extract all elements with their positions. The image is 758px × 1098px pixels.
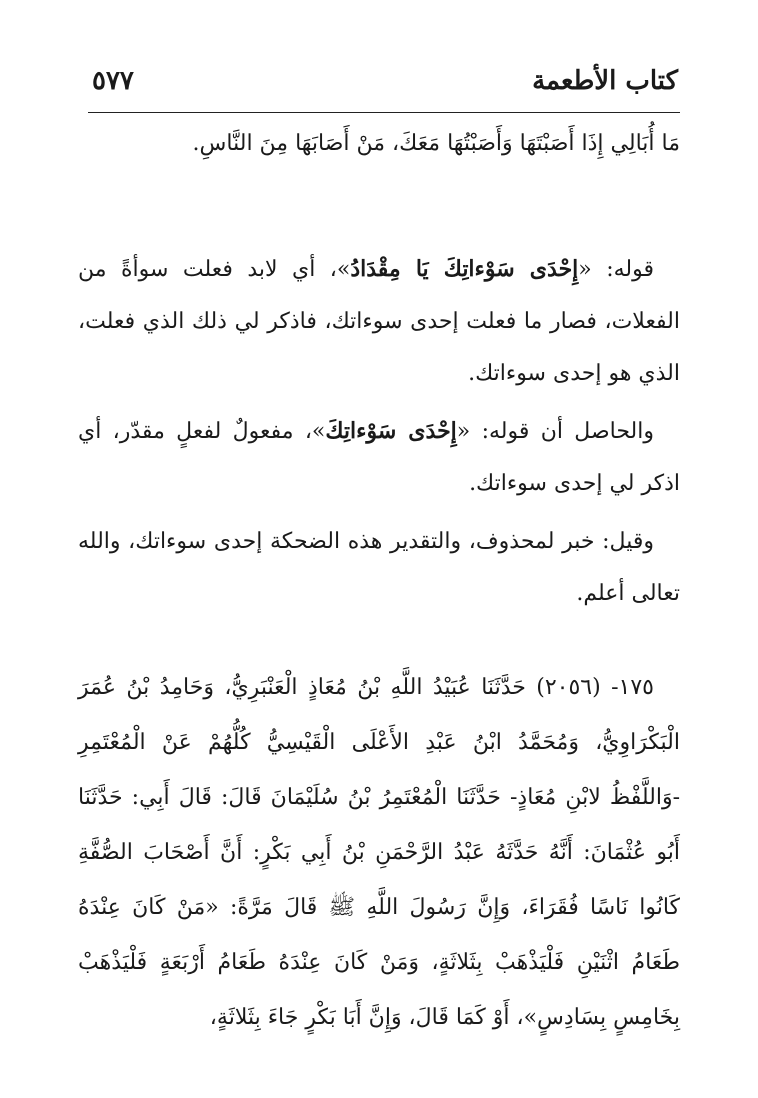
paragraph-4: وقيل: خبر لمحذوف، والتقدير هذه الضحكة إحدى سوءاتك، والله تعالى أعلم. <box>78 529 680 606</box>
paragraph-3-quote: إِحْدَى سَوْءاتِكَ <box>325 418 457 444</box>
page-header <box>92 62 678 112</box>
paragraph-3 <box>78 405 680 510</box>
hadith-paragraph: ١٧٥- (٢٠٥٦) حَدَّثَنَا عُبَيْدُ اللَّهِ بْنُ مُعَاذٍ الْعَنْبَرِيُّ، وَحَامِدُ بْنُ عُمَرَ الْبَكْرَاوِيُّ، وَمُحَمَّدُ ابْنُ عَبْدِ الأَعْلَى الْقَيْسِيُّ كُلُّهُمْ عَنْ الْمُعْتَمِرِ -وَاللَّفْظُ لابْنِ مُعَاذٍ- حَدَّثَنَا الْمُعْتَمِرُ بْنُ سُلَيْمَانَ قَالَ: قَالَ أَبِي: حَدَّثَنَا أَبُو عُثْمَانَ: أَنَّهُ حَدَّثَهُ عَبْدُ الرَّحْمَنِ بْنُ أَبِي بَكْرٍ: أَنَّ أَصْحَابَ الصُّفَّةِ كَانُوا نَاسًا فُقَرَاءَ، وَإِنَّ رَسُولَ اللَّهِ ﷺ قَالَ مَرَّةً: «مَنْ كَانَ عِنْدَهُ طَعَامُ اثْنَيْنِ فَلْيَذْهَبْ بِثَلاثَةٍ، وَمَنْ كَانَ عِنْدَهُ طَعَامُ أَرْبَعَةٍ فَلْيَذْهَبْ بِخَامِسٍ بِسَادِسٍ»، أَوْ كَمَا قَالَ، وَإِنَّ أَبَا بَكْرٍ جَاءَ بِثَلاثَةٍ، <box>78 675 680 1030</box>
paragraph-3-text: »، مفعولٌ لفعلٍ مقدّر، أي اذكر لي إحدى سوءاتك. <box>78 419 680 496</box>
paragraph-2 <box>78 243 680 400</box>
paragraph-2-quote: إِحْدَى سَوْءاتِكَ يَا مِقْدَادُ <box>350 256 579 282</box>
paragraph-3-lead: والحاصل أن قوله: « <box>456 419 654 444</box>
page-number: ٥٧٧ <box>92 66 134 96</box>
paragraph-1: مَا أُبَالِي إِذَا أَصَبْتَهَا وَأَصَبْتُهَا مَعَكَ، مَنْ أَصَابَهَا مِنَ النَّاسِ. <box>192 131 680 156</box>
paragraph-2-lead: قوله: « <box>578 257 654 282</box>
paragraph-2-text: »، أي لابد فعلت سوأةً من الفعلات، فصار ما فعلت إحدى سوءاتك، فاذكر لي ذلك الذي فعلت، الذي هو إحدى سوءاتك. <box>78 257 680 386</box>
chapter-title: كتاب الأطعمة <box>532 66 678 96</box>
header-rule <box>88 112 680 113</box>
